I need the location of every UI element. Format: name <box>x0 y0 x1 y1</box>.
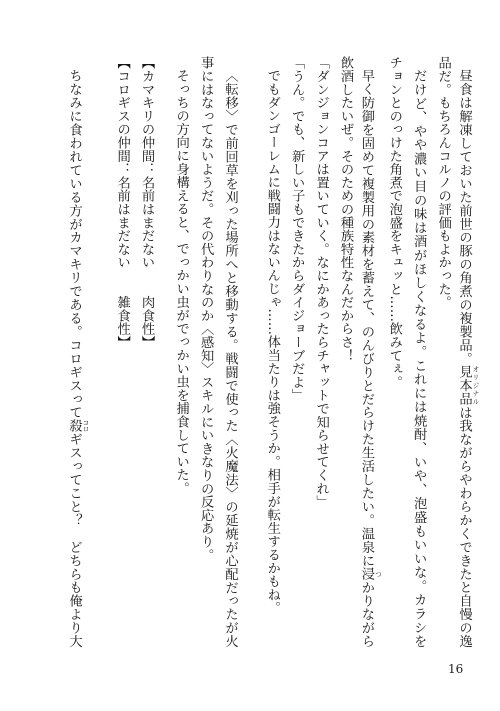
ruby-reading: つ <box>373 567 382 581</box>
page-number: 16 <box>448 662 464 676</box>
line-text: かりながら <box>358 580 374 648</box>
text-line: 品だ。もちろんコルノの評価もよかった。 <box>435 56 451 309</box>
line-text: ギスってこと？ どちらも俺より大 <box>66 432 82 648</box>
status-line: 【コロギスの仲間：名前はまだない 雑食性】 <box>114 56 130 349</box>
ruby-reading: コロ <box>81 419 89 433</box>
ruby-base: 浸 <box>358 567 374 581</box>
line-text: 昼食は解凍しておいた前世の豚の角煮の複製品。 <box>456 69 472 366</box>
ruby-annotation <box>456 365 479 406</box>
dialogue-line: 「うん。でも、新しい子もできたからダイジョーブだよ」 <box>289 56 305 402</box>
text-line: だけど、やや濃い目の味は酒がほしくなるよ。これには焼酎、いや、泡盛もいいな。カラシを <box>411 69 427 648</box>
text-line <box>357 56 381 648</box>
line-text: ちなみに食われている方がカマキリである。コロギスって <box>66 69 82 420</box>
text-line: 飲酒したいぜ。そのための種族特性なんだからさ！ <box>338 56 353 362</box>
text-line <box>65 56 89 648</box>
status-line: 【カマキリの仲間：名前はまだない 肉食性】 <box>139 56 154 349</box>
line-text: は我ながらやわらかくできたと自慢の逸 <box>456 405 472 648</box>
ruby-annotation <box>358 567 382 581</box>
text-line: でもダンゴーレムに戦闘力はないんじゃ……体当たりは強そうか。相手が転生するかもね。 <box>264 69 280 615</box>
text-line: チョンとのっけた角煮で泡盛をキュッと……飲みてぇ。 <box>386 56 402 389</box>
dialogue-line: 「ダンジョンコアは置いていく。なにかあったらチャットで知らせてくれ」 <box>313 56 329 509</box>
text-line: 事にはなってないようだ。その代わりなのか〈感知〉スキルにいきなりの反応あり。 <box>198 56 214 562</box>
text-line: 〈転移〉で前回草を刈った場所へと移動する。戦闘で使った〈火魔法〉の延焼が心配だったが火 <box>222 69 238 648</box>
ruby-base: 殺 <box>66 419 82 433</box>
ruby-base: 見本品 <box>456 365 472 406</box>
ruby-annotation <box>66 419 89 433</box>
ruby-reading: オリジナル <box>471 365 479 406</box>
text-line: そっちの方向に身構えると、でっかい虫がでっかい虫を捕食していた。 <box>173 69 189 495</box>
line-text: 早く防御を固めて複製用の素材を蓄えて、のんびりとだらけた生活したい。温泉に <box>358 69 374 568</box>
text-line <box>455 56 479 648</box>
